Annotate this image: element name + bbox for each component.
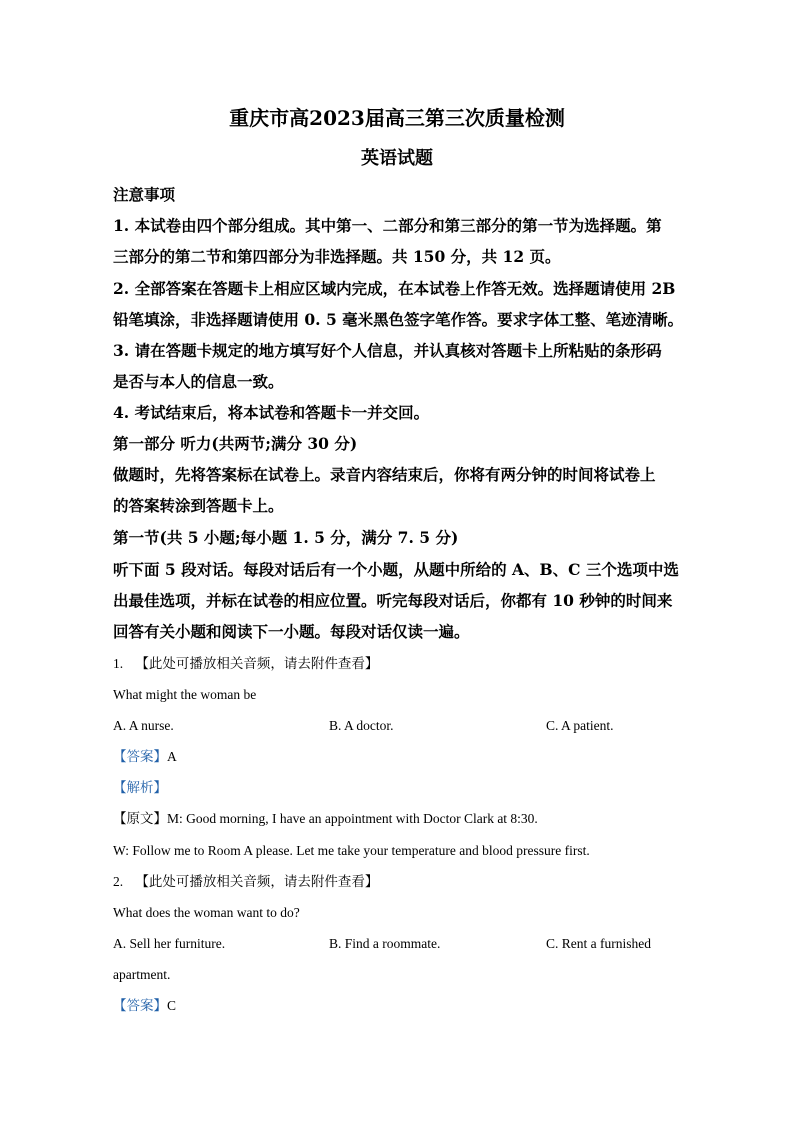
question-1-text: What might the woman be bbox=[113, 687, 257, 702]
question-1-audio[interactable] bbox=[113, 655, 378, 673]
question-1-option-a[interactable]: A. A nurse. bbox=[113, 718, 174, 733]
section1-heading: 第一节(共 5 小题;每小题 1. 5 分，满分 7. 5 分) bbox=[113, 528, 459, 547]
part1-intro-line: 的答案转涂到答题卡上。 bbox=[113, 496, 284, 515]
question-1-transcript bbox=[113, 810, 538, 828]
question-2-option-b[interactable]: B. Find a roommate. bbox=[329, 936, 441, 951]
analysis-label: 【解析】 bbox=[113, 780, 167, 796]
answer-label: 【答案】 bbox=[113, 998, 167, 1014]
transcript-line: W: Follow me to Room A please. Let me take your temperature and blood pressure first. bbox=[113, 843, 590, 858]
page-subtitle: 英语试题 bbox=[361, 148, 433, 169]
notice-line: 4. 考试结束后，将本试卷和答题卡一并交回。 bbox=[113, 403, 430, 422]
question-2-text: What does the woman want to do? bbox=[113, 905, 300, 920]
answer-label: 【答案】 bbox=[113, 749, 167, 765]
transcript-label: 【原文】 bbox=[113, 811, 167, 827]
page-title: 重庆市高2023届高三第三次质量检测 bbox=[229, 106, 565, 130]
question-2-audio[interactable] bbox=[113, 873, 378, 891]
question-2-option-c-wrap: apartment. bbox=[113, 967, 171, 982]
part1-heading: 第一部分 听力(共两节;满分 30 分) bbox=[113, 434, 358, 453]
part1-intro-line: 做题时，先将答案标在试卷上。录音内容结束后，你将有两分钟的时间将试卷上 bbox=[113, 465, 656, 484]
section1-intro-line: 回答有关小题和阅读下一小题。每段对话仅读一遍。 bbox=[113, 622, 470, 641]
notice-line: 是否与本人的信息一致。 bbox=[113, 372, 284, 391]
answer-value: C bbox=[167, 998, 177, 1013]
notice-line: 1. 本试卷由四个部分组成。其中第一、二部分和第三部分的第一节为选择题。第 bbox=[113, 216, 662, 235]
notice-line: 3. 请在答题卡规定的地方填写好个人信息，并认真核对答题卡上所粘贴的条形码 bbox=[113, 341, 662, 360]
section1-intro-line: 听下面 5 段对话。每段对话后有一个小题，从题中所给的 A、B、C 三个选项中选 bbox=[113, 560, 679, 579]
question-1-answer bbox=[113, 748, 177, 766]
notice-line: 三部分的第二节和第四部分为非选择题。共 150 分，共 12 页。 bbox=[113, 247, 561, 266]
audio-note: 【此处可播放相关音频，请去附件查看】 bbox=[135, 874, 379, 890]
audio-note: 【此处可播放相关音频，请去附件查看】 bbox=[135, 656, 379, 672]
question-number: 2. bbox=[113, 874, 124, 889]
notice-line: 2. 全部答案在答题卡上相应区域内完成，在本试卷上作答无效。选择题请使用 2B bbox=[113, 279, 676, 298]
notice-heading: 注意事项 bbox=[113, 185, 176, 204]
question-number: 1. bbox=[113, 656, 124, 671]
question-1-option-c[interactable]: C. A patient. bbox=[546, 718, 614, 733]
question-1-option-b[interactable]: B. A doctor. bbox=[329, 718, 394, 733]
question-2-option-c[interactable]: C. Rent a furnished bbox=[546, 936, 651, 951]
question-2-option-a[interactable]: A. Sell her furniture. bbox=[113, 936, 226, 951]
section1-intro-line: 出最佳选项，并标在试卷的相应位置。听完每段对话后，你都有 10 秒钟的时间来 bbox=[113, 591, 673, 610]
question-2-answer bbox=[113, 997, 176, 1015]
transcript-line: M: Good morning, I have an appointment with Doctor Clark at 8:30. bbox=[167, 811, 538, 826]
answer-value: A bbox=[167, 749, 177, 764]
question-1-analysis bbox=[113, 779, 167, 797]
notice-line: 铅笔填涂，非选择题请使用 0. 5 毫米黑色签字笔作答。要求字体工整、笔迹清晰。 bbox=[113, 310, 683, 329]
